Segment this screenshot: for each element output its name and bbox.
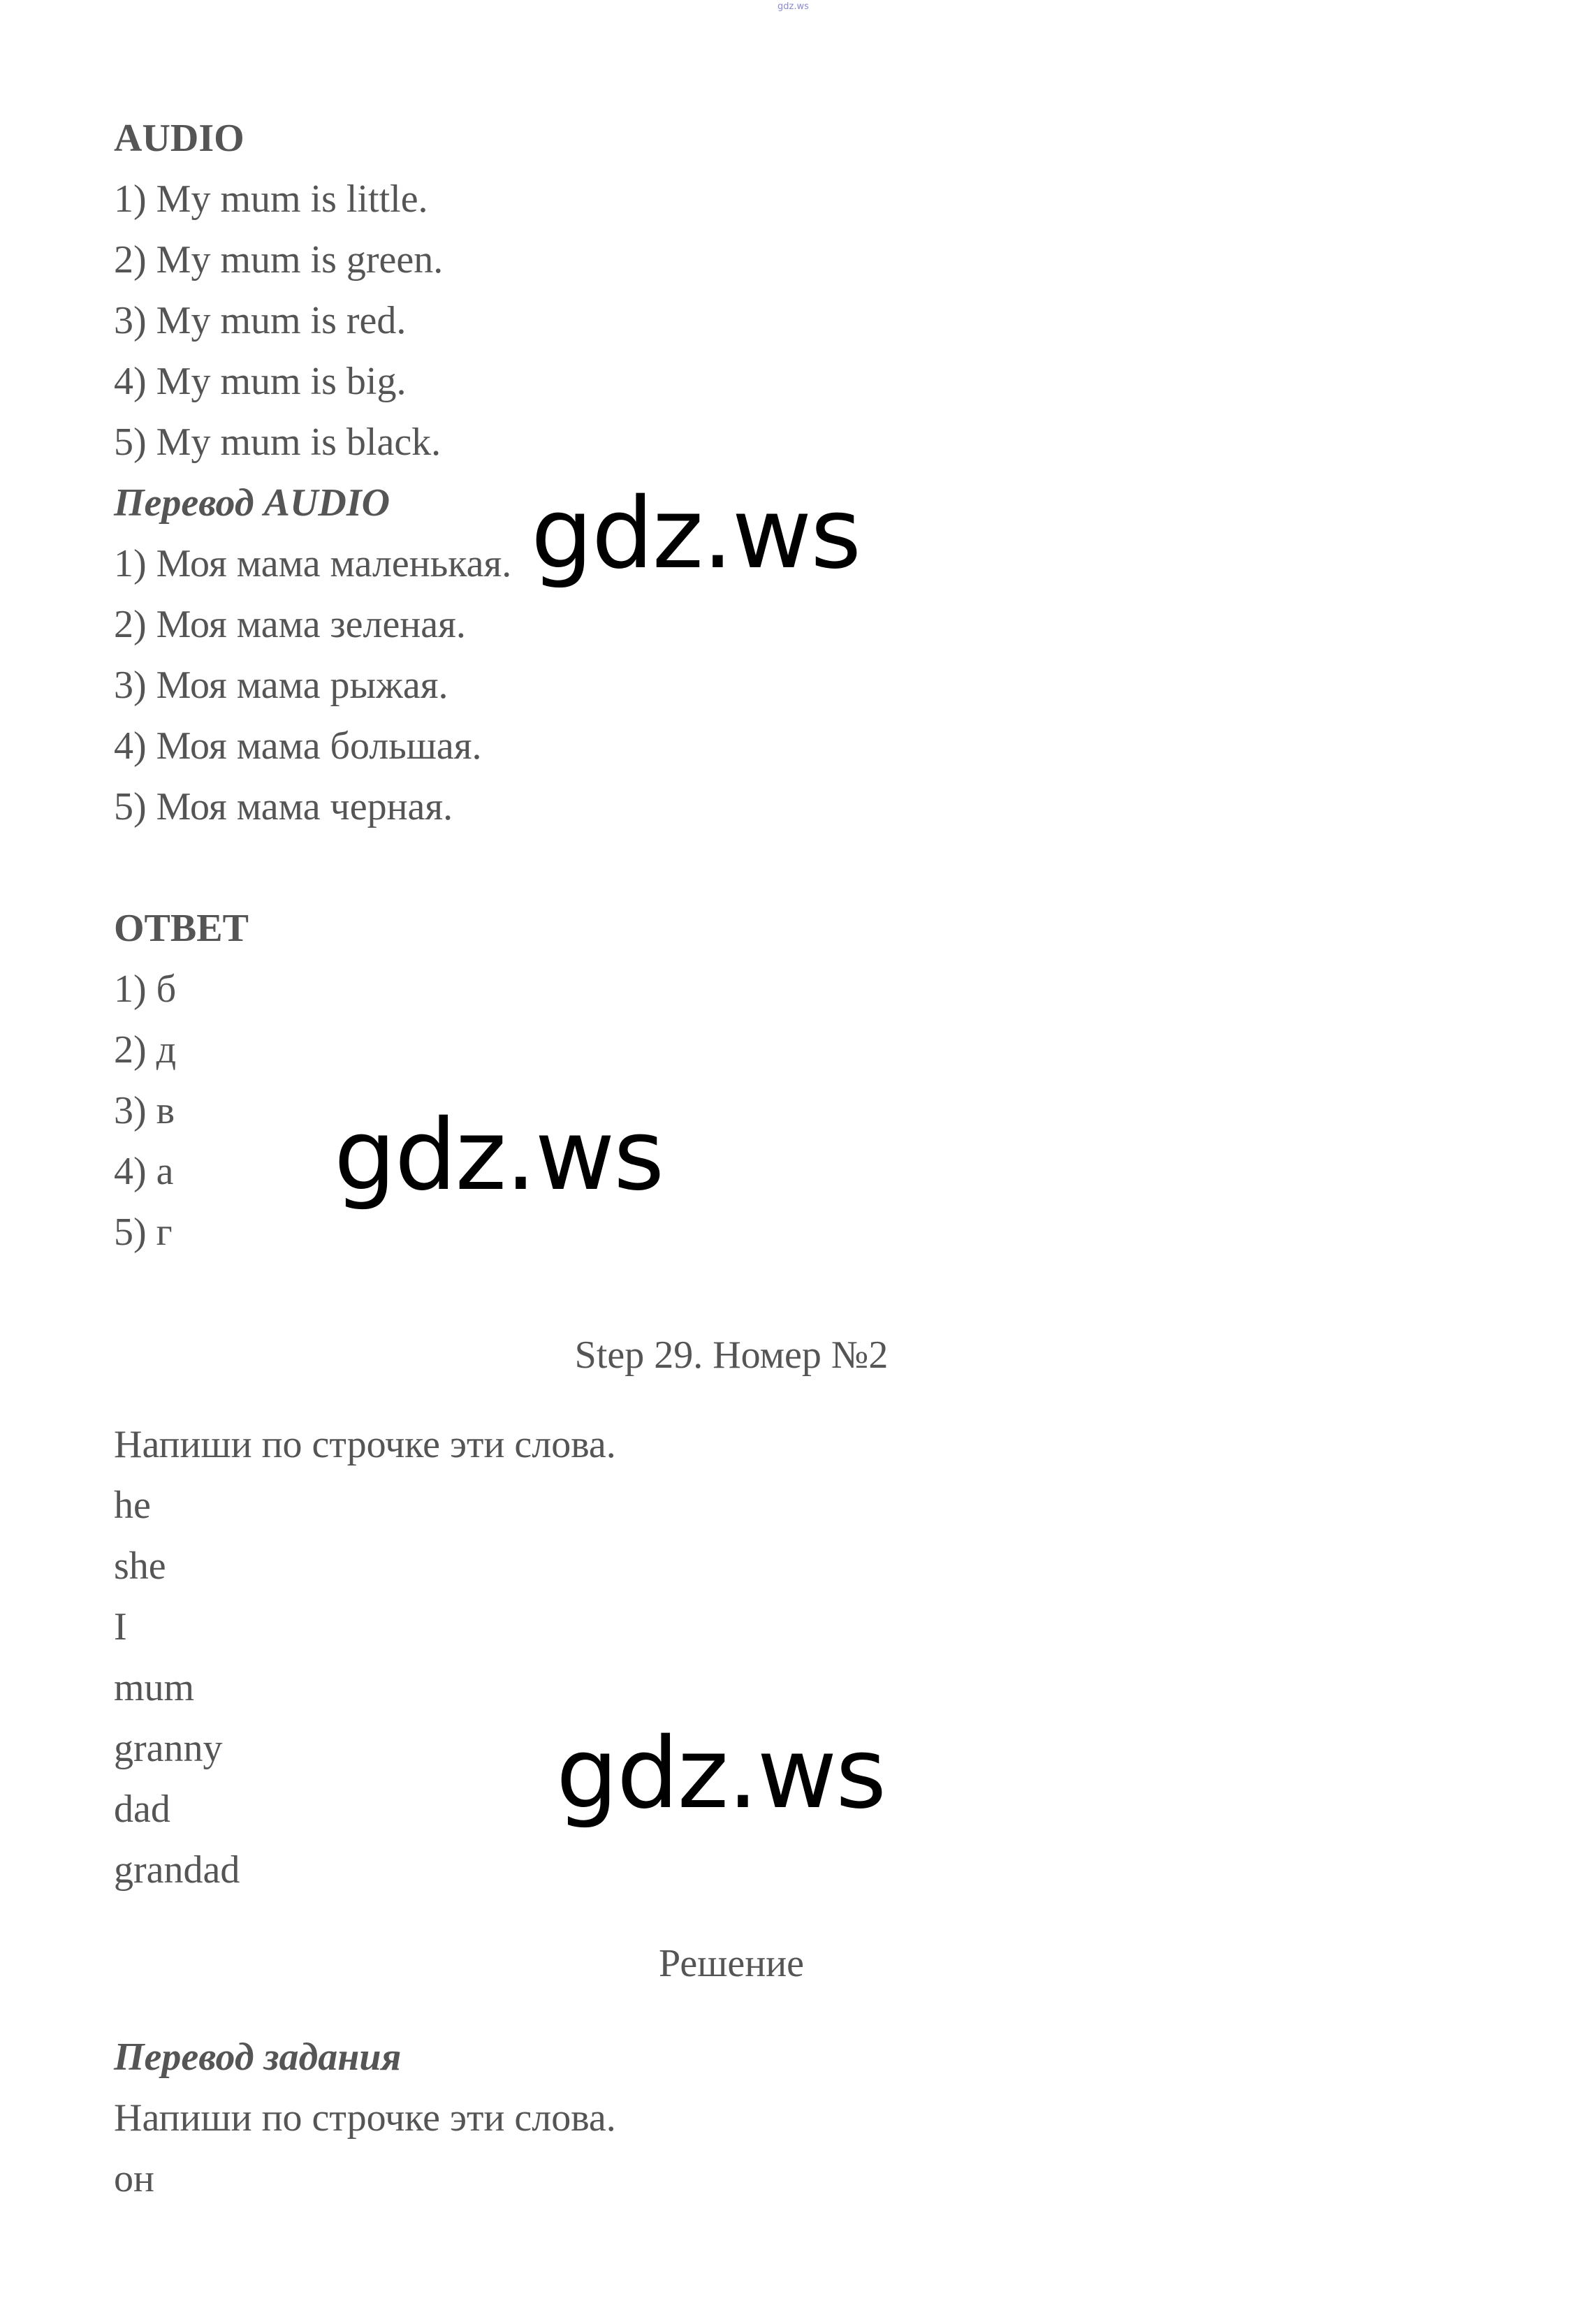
translation-line: 5) Моя мама черная. <box>114 785 453 828</box>
task-word: I <box>114 1605 127 1649</box>
answer-heading: ОТВЕТ <box>114 907 249 950</box>
solution-instruction: Напиши по строчке эти слова. <box>114 2096 616 2140</box>
task-word: grandad <box>114 1848 240 1892</box>
watermark-logo: gdz.ws <box>556 1717 886 1831</box>
answer-line: 3) в <box>114 1089 175 1132</box>
translation-line: 3) Моя мама рыжая. <box>114 664 448 707</box>
top-watermark: gdz.ws <box>777 1 809 12</box>
task-word: he <box>114 1484 151 1527</box>
answer-line: 5) г <box>114 1211 173 1254</box>
audio-translation-heading: Перевод AUDIO <box>114 481 390 525</box>
answer-line: 1) б <box>114 967 177 1011</box>
translation-line: 1) Моя мама маленькая. <box>114 542 512 585</box>
translation-line: 2) Моя мама зеленая. <box>114 603 466 646</box>
watermark-logo: gdz.ws <box>531 477 861 591</box>
solution-title: Решение <box>658 1942 805 1985</box>
task-word: mum <box>114 1666 195 1709</box>
audio-line: 2) My mum is green. <box>114 238 444 282</box>
audio-line: 4) My mum is big. <box>114 360 407 403</box>
audio-heading: AUDIO <box>114 117 244 160</box>
task-title: Step 29. Номер №2 <box>574 1333 889 1377</box>
audio-line: 3) My mum is red. <box>114 299 407 342</box>
translation-line: 4) Моя мама большая. <box>114 724 482 768</box>
audio-line: 1) My mum is little. <box>114 177 428 221</box>
task-word: she <box>114 1544 166 1588</box>
task-word: dad <box>114 1788 170 1831</box>
solution-word: он <box>114 2157 154 2200</box>
solution-translation-heading: Перевод задания <box>114 2036 402 2079</box>
task-word: granny <box>114 1727 223 1770</box>
answer-line: 2) д <box>114 1028 177 1072</box>
answer-line: 4) а <box>114 1150 174 1193</box>
task-instruction: Напиши по строчке эти слова. <box>114 1423 616 1466</box>
audio-line: 5) My mum is black. <box>114 421 441 464</box>
watermark-logo: gdz.ws <box>334 1099 664 1213</box>
